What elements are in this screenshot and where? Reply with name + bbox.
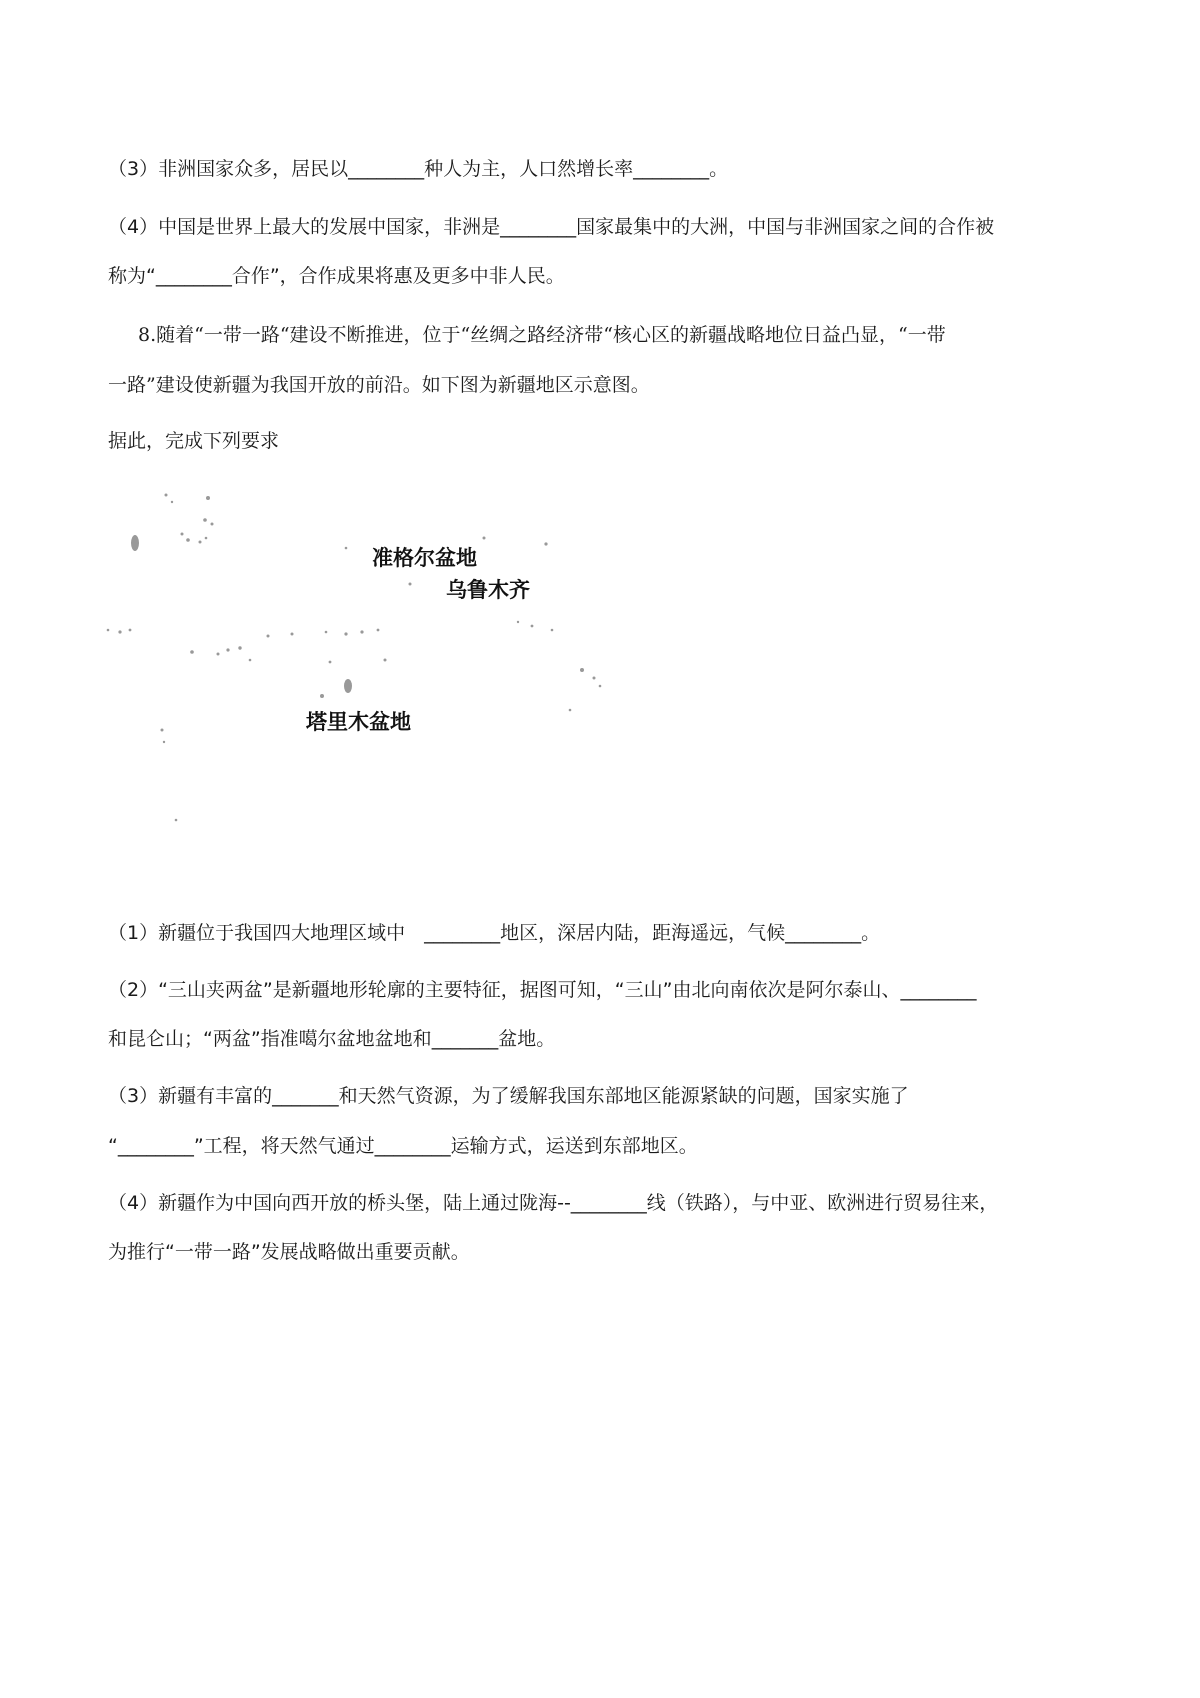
map-label-tarim-basin: 塔里木盆地	[306, 710, 411, 734]
q7-part3: （3）非洲国家众多，居民以________种人为主，人口然增长率________。	[108, 158, 729, 180]
xinjiang-map	[100, 480, 660, 880]
q8-part3-line2: “________”工程，将天然气通过________运输方式，运送到东部地区。	[108, 1135, 698, 1157]
q7-part4-line2: 称为“________合作”，合作成果将惠及更多中非人民。	[108, 265, 565, 287]
q8-part3-line1: （3）新疆有丰富的_______和天然气资源，为了缓解我国东部地区能源紧缺的问题，国家实施了	[108, 1085, 909, 1107]
q8-intro-line2: 一路”建设使新疆为我国开放的前沿。如下图为新疆地区示意图。	[108, 374, 650, 396]
q7-part4-line1: （4）中国是世界上最大的发展中国家，非洲是________国家最集中的大洲，中国与非洲国家之间的合作被	[108, 216, 995, 238]
q8-intro-line1: 8.随着“一带一路“建设不断推进，位于“丝绸之路经济带“核心区的新疆战略地位日益凸显，“一带	[138, 324, 946, 346]
map-label-junggar-basin: 准格尔盆地	[372, 546, 477, 570]
map-speckles	[100, 480, 660, 880]
q8-part2-line1: （2）“三山夹两盆”是新疆地形轮廓的主要特征，据图可知，“三山”由北向南依次是阿尔泰山、________	[108, 979, 977, 1001]
q8-instruction: 据此，完成下列要求	[108, 430, 280, 452]
q8-part4-line1: （4）新疆作为中国向西开放的桥头堡，陆上通过陇海--________线（铁路），与中亚、欧洲进行贸易往来，	[108, 1192, 999, 1214]
map-label-urumqi: 乌鲁木齐	[446, 578, 530, 602]
q8-part2-line2: 和昆仑山；“两盆”指准噶尔盆地盆地和_______盆地。	[108, 1028, 556, 1050]
q8-part4-line2: 为推行“一带一路”发展战略做出重要贡献。	[108, 1241, 470, 1263]
q8-part1: （1）新疆位于我国四大地理区域中 ________地区，深居内陆，距海遥远，气候________。	[108, 922, 881, 944]
